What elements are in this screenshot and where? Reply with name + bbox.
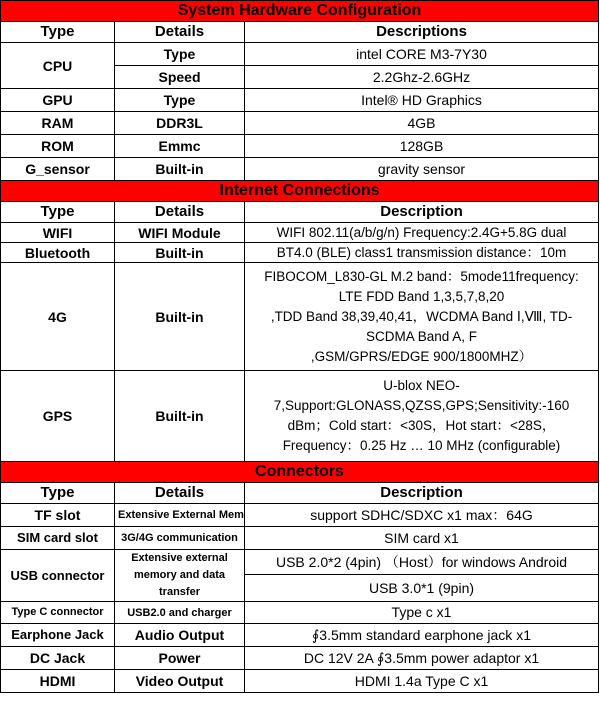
- cell-detail-tf-slot: Extensive External Mem: [115, 504, 245, 527]
- column-header-row: [1, 483, 599, 504]
- cell-desc-rom: 128GB: [245, 135, 599, 158]
- cell-type-type-c: Type C connector: [1, 602, 115, 624]
- table-row-wifi: [1, 223, 599, 243]
- cell-type-tf-slot: TF slot: [1, 504, 115, 527]
- cell-desc-wifi: WIFI 802.11(a/b/g/n) Frequency:2.4G+5.8G dual: [245, 223, 599, 243]
- cell-type-ram: RAM: [1, 112, 115, 135]
- cell-type-dc-jack: DC Jack: [1, 647, 115, 670]
- table-row-tf-slot: [1, 504, 599, 527]
- table-row-hdmi: [1, 670, 599, 693]
- cell-desc-4g: [245, 263, 599, 371]
- column-header-type: Type: [1, 22, 115, 43]
- cell-detail-dc-jack: Power: [115, 647, 245, 670]
- cell-type-sim-slot: SIM card slot: [1, 527, 115, 550]
- table-row-bluetooth: [1, 243, 599, 263]
- column-header-row: [1, 22, 599, 43]
- desc-line: dBm；Cold start：<30S，Hot start：<28S，: [287, 418, 556, 433]
- cell-detail-ram: DDR3L: [115, 112, 245, 135]
- table-row-gsensor: [1, 158, 599, 181]
- table-row-4g: [1, 263, 599, 371]
- desc-line: U-blox NEO-: [383, 378, 460, 393]
- column-header-type: Type: [1, 202, 115, 223]
- table-row-dc-jack: [1, 647, 599, 670]
- section-title-system: System Hardware Configuration: [1, 1, 599, 22]
- desc-line: 7,Support:GLONASS,QZSS,GPS;Sensitivity:-160: [273, 398, 570, 413]
- cell-type-gsensor: G_sensor: [1, 158, 115, 181]
- cell-desc-gsensor: gravity sensor: [245, 158, 599, 181]
- cell-desc-tf-slot: support SDHC/SDXC x1 max：64G: [245, 504, 599, 527]
- column-header-details: Details: [115, 22, 245, 43]
- table-row-earphone: [1, 624, 599, 647]
- cell-type-earphone: Earphone Jack: [1, 624, 115, 647]
- table-row-rom: [1, 135, 599, 158]
- cell-type-rom: ROM: [1, 135, 115, 158]
- cell-desc-cpu-type: intel CORE M3-7Y30: [245, 43, 599, 66]
- section-title-connectors: Connectors: [1, 462, 599, 483]
- cell-type-4g: 4G: [1, 263, 115, 371]
- table-row-gps: [1, 371, 599, 462]
- cell-detail-gpu: Type: [115, 89, 245, 112]
- section-title-internet: Internet Connections: [1, 181, 599, 202]
- column-header-description: Description: [245, 483, 599, 504]
- desc-line: LTE FDD Band 1,3,5,7,8,20: [338, 288, 505, 304]
- column-header-description: Description: [245, 202, 599, 223]
- cell-detail-wifi: WIFI Module: [115, 223, 245, 243]
- cell-detail-cpu-speed: Speed: [115, 66, 245, 89]
- cell-desc-usb2: USB 2.0*2 (4pin) （Host）for windows Android: [245, 550, 599, 575]
- desc-line: SCDMA Band A, F: [365, 328, 478, 344]
- cell-desc-dc-jack: DC 12V 2A ∮3.5mm power adaptor x1: [245, 647, 599, 670]
- cell-desc-earphone: ∮3.5mm standard earphone jack x1: [245, 624, 599, 647]
- cell-detail-earphone: Audio Output: [115, 624, 245, 647]
- cell-desc-bluetooth: BT4.0 (BLE) class1 transmission distance：10m: [245, 243, 599, 263]
- cell-type-bluetooth: Bluetooth: [1, 243, 115, 263]
- column-header-description: Descriptions: [245, 22, 599, 43]
- cell-type-gpu: GPU: [1, 89, 115, 112]
- cell-detail-gsensor: Built-in: [115, 158, 245, 181]
- cell-desc-type-c: Type c x1: [245, 602, 599, 624]
- table-row-usb-2: [1, 550, 599, 575]
- cell-detail-sim-slot: 3G/4G communication: [115, 527, 245, 550]
- cell-desc-gpu: Intel® HD Graphics: [245, 89, 599, 112]
- column-header-details: Details: [115, 202, 245, 223]
- section-header-internet: [1, 181, 599, 202]
- cell-type-hdmi: HDMI: [1, 670, 115, 693]
- cell-desc-ram: 4GB: [245, 112, 599, 135]
- detail-line: Extensive external: [131, 552, 228, 564]
- cell-type-wifi: WIFI: [1, 223, 115, 243]
- cell-type-usb: USB connector: [1, 550, 115, 602]
- table-row-cpu-type: [1, 43, 599, 66]
- cell-detail-gps: Built-in: [115, 371, 245, 462]
- column-header-type: Type: [1, 483, 115, 504]
- cell-type-cpu: CPU: [1, 43, 115, 89]
- column-header-details: Details: [115, 483, 245, 504]
- cell-desc-gps: [245, 371, 599, 462]
- section-header-system: [1, 1, 599, 22]
- cell-detail-bluetooth: Built-in: [115, 243, 245, 263]
- cell-detail-usb: [115, 550, 245, 602]
- column-header-row: [1, 202, 599, 223]
- section-header-connectors: [1, 462, 599, 483]
- desc-line: FIBOCOM_L830-GL M.2 band：5mode11frequency:: [264, 268, 579, 284]
- table-row-type-c: [1, 602, 599, 624]
- detail-line: transfer: [159, 586, 200, 598]
- table-row-ram: [1, 112, 599, 135]
- desc-line: ,GSM/GPRS/EDGE 900/1800MHZ）: [310, 348, 533, 364]
- table-row-gpu: [1, 89, 599, 112]
- cell-detail-4g: Built-in: [115, 263, 245, 371]
- cell-detail-hdmi: Video Output: [115, 670, 245, 693]
- cell-desc-hdmi: HDMI 1.4a Type C x1: [245, 670, 599, 693]
- cell-desc-usb3: USB 3.0*1 (9pin): [245, 575, 599, 602]
- cell-detail-cpu-type: Type: [115, 43, 245, 66]
- desc-line: ,TDD Band 38,39,40,41，WCDMA Band Ⅰ,Ⅷ, TD-: [270, 308, 573, 324]
- desc-line: Frequency：0.25 Hz … 10 MHz (configurable): [282, 438, 561, 453]
- table-row-sim-slot: [1, 527, 599, 550]
- cell-type-gps: GPS: [1, 371, 115, 462]
- cell-detail-rom: Emmc: [115, 135, 245, 158]
- cell-detail-type-c: USB2.0 and charger: [115, 602, 245, 624]
- detail-line: memory and data: [133, 569, 226, 581]
- cell-desc-cpu-speed: 2.2Ghz-2.6GHz: [245, 66, 599, 89]
- cell-desc-sim-slot: SIM card x1: [245, 527, 599, 550]
